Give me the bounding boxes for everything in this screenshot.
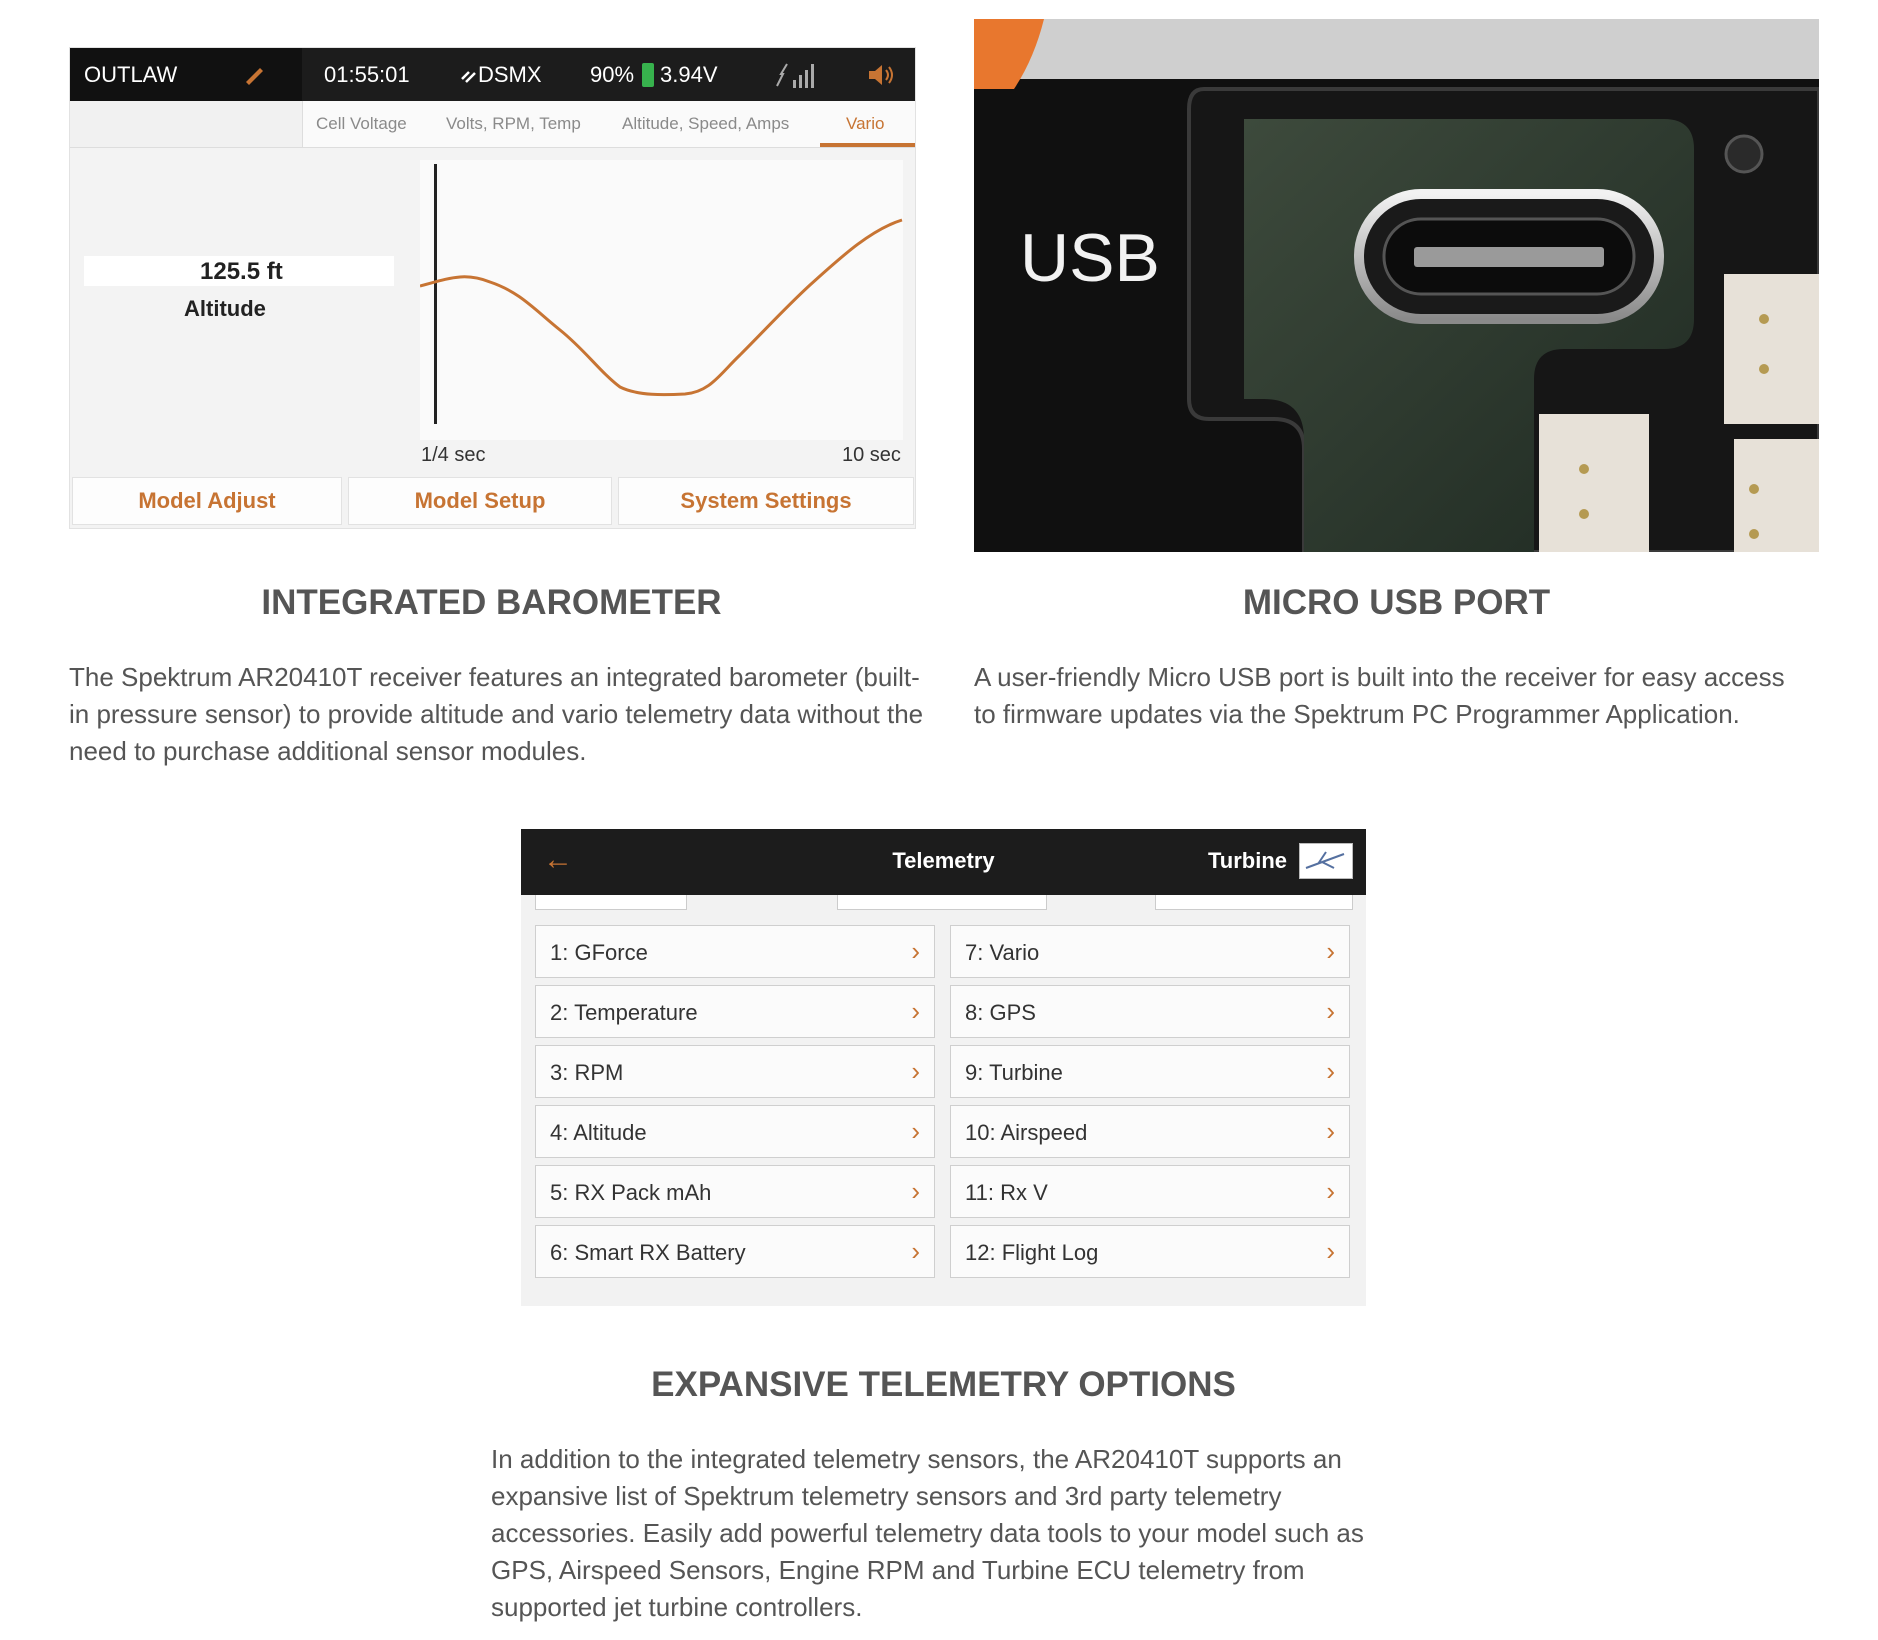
signal-strength-icon	[773, 60, 819, 90]
usb-port-photo	[974, 19, 1819, 552]
model-adjust-button[interactable]: Model Adjust	[72, 477, 342, 525]
protocol-label: DSMX	[478, 62, 542, 87]
list-stub	[535, 895, 687, 910]
link-icon	[458, 64, 480, 86]
list-stub	[1155, 895, 1353, 910]
chevron-right-icon: ›	[911, 1116, 920, 1146]
battery-icon	[642, 63, 654, 87]
chevron-right-icon: ›	[1326, 1236, 1335, 1266]
chevron-right-icon: ›	[911, 996, 920, 1026]
chevron-right-icon: ›	[1326, 1056, 1335, 1086]
telemetry-item-temperature[interactable]	[535, 985, 935, 1038]
tab-volts-rpm-temp[interactable]: Volts, RPM, Temp	[446, 114, 581, 133]
telemetry-item-label: 3: RPM	[550, 1060, 624, 1085]
x-axis-end-label: 10 sec	[842, 444, 901, 466]
edit-icon	[242, 62, 266, 86]
vario-curve	[420, 160, 903, 440]
battery-voltage: 3.94V	[660, 62, 718, 87]
back-arrow-icon[interactable]: ←	[543, 843, 573, 876]
altitude-label: Altitude	[184, 296, 266, 321]
barometer-heading: INTEGRATED BAROMETER	[261, 583, 722, 622]
status-bar	[70, 48, 915, 101]
model-setup-button[interactable]: Model Setup	[348, 477, 612, 525]
telemetry-item-label: 9: Turbine	[965, 1060, 1063, 1085]
telemetry-paragraph: In addition to the integrated telemetry sensors, the AR20410T supports an expansive list of Spektrum telemetry sensors and 3rd party telemetry accessories. Easily add powerful telemetry data tools to your model such as GPS, Airspeed Sensors, Engine RPM and Turbine ECU telemetry from supported jet turbine controllers.	[491, 1444, 1364, 1622]
telemetry-tabs	[70, 101, 915, 148]
telemetry-item-flight-log[interactable]	[950, 1225, 1350, 1278]
chevron-right-icon: ›	[911, 1236, 920, 1266]
telemetry-item-label: 6: Smart RX Battery	[550, 1240, 746, 1265]
footer-buttons	[70, 473, 915, 528]
telemetry-item-airspeed[interactable]	[950, 1105, 1350, 1158]
telemetry-item-label: 5: RX Pack mAh	[550, 1180, 712, 1205]
telemetry-item-label: 8: GPS	[965, 1000, 1036, 1025]
telemetry-item-label: 12: Flight Log	[965, 1240, 1099, 1265]
telemetry-item-label: 2: Temperature	[550, 1000, 698, 1025]
telemetry-heading: EXPANSIVE TELEMETRY OPTIONS	[651, 1365, 1236, 1404]
barometer-paragraph: The Spektrum AR20410T receiver features an integrated barometer (built-in pressure sensor) to provide altitude and vario telemetry data without the need to purchase additional sensor modules.	[69, 662, 924, 766]
chevron-right-icon: ›	[1326, 936, 1335, 966]
telemetry-item-gps[interactable]	[950, 985, 1350, 1038]
chevron-right-icon: ›	[911, 1056, 920, 1086]
telemetry-item-gforce[interactable]	[535, 925, 935, 978]
tab-vario[interactable]: Vario	[846, 114, 885, 133]
timer-value: 01:55:01	[324, 62, 410, 87]
model-type: Turbine	[1208, 848, 1288, 873]
tab-altitude-speed-amps[interactable]: Altitude, Speed, Amps	[622, 114, 790, 133]
chevron-right-icon: ›	[911, 1176, 920, 1206]
usb-paragraph: A user-friendly Micro USB port is built into the receiver for easy access to firmware updates via the Spektrum PC Programmer Application.	[974, 662, 1785, 729]
x-axis-start-label: 1/4 sec	[421, 444, 486, 466]
battery-percent: 90%	[590, 62, 635, 87]
active-tab-indicator	[820, 143, 915, 147]
chevron-right-icon: ›	[911, 936, 920, 966]
tab-cell-voltage[interactable]: Cell Voltage	[316, 114, 407, 133]
model-thumbnail	[1299, 843, 1353, 879]
usb-label: USB	[1020, 220, 1160, 296]
chevron-right-icon: ›	[1326, 1116, 1335, 1146]
speaker-icon[interactable]	[866, 61, 896, 89]
telemetry-item-rx-v[interactable]	[950, 1165, 1350, 1218]
telemetry-item-turbine[interactable]	[950, 1045, 1350, 1098]
telemetry-item-label: 4: Altitude	[550, 1120, 647, 1145]
telemetry-item-label: 7: Vario	[965, 940, 1040, 965]
telemetry-item-altitude[interactable]	[535, 1105, 935, 1158]
telemetry-item-label: 10: Airspeed	[965, 1120, 1088, 1145]
telemetry-item-label: 11: Rx V	[965, 1180, 1048, 1205]
telemetry-title: Telemetry	[892, 848, 995, 873]
jet-icon	[1300, 844, 1352, 878]
telemetry-item-vario[interactable]	[950, 925, 1350, 978]
altitude-value: 125.5 ft	[200, 258, 283, 285]
chevron-right-icon: ›	[1326, 1176, 1335, 1206]
model-name: OUTLAW	[84, 62, 178, 87]
telemetry-header	[521, 829, 1366, 895]
telemetry-item-smart-rx-battery[interactable]	[535, 1225, 935, 1278]
barometer-screen-image	[69, 47, 916, 529]
usb-heading: MICRO USB PORT	[1242, 583, 1551, 622]
telemetry-item-rx-pack[interactable]	[535, 1165, 935, 1218]
list-stub	[837, 895, 1047, 910]
telemetry-item-label: 1: GForce	[550, 940, 648, 965]
telemetry-item-rpm[interactable]	[535, 1045, 935, 1098]
telemetry-screen-image	[521, 829, 1366, 1306]
chevron-right-icon: ›	[1326, 996, 1335, 1026]
system-settings-button[interactable]: System Settings	[618, 477, 914, 525]
